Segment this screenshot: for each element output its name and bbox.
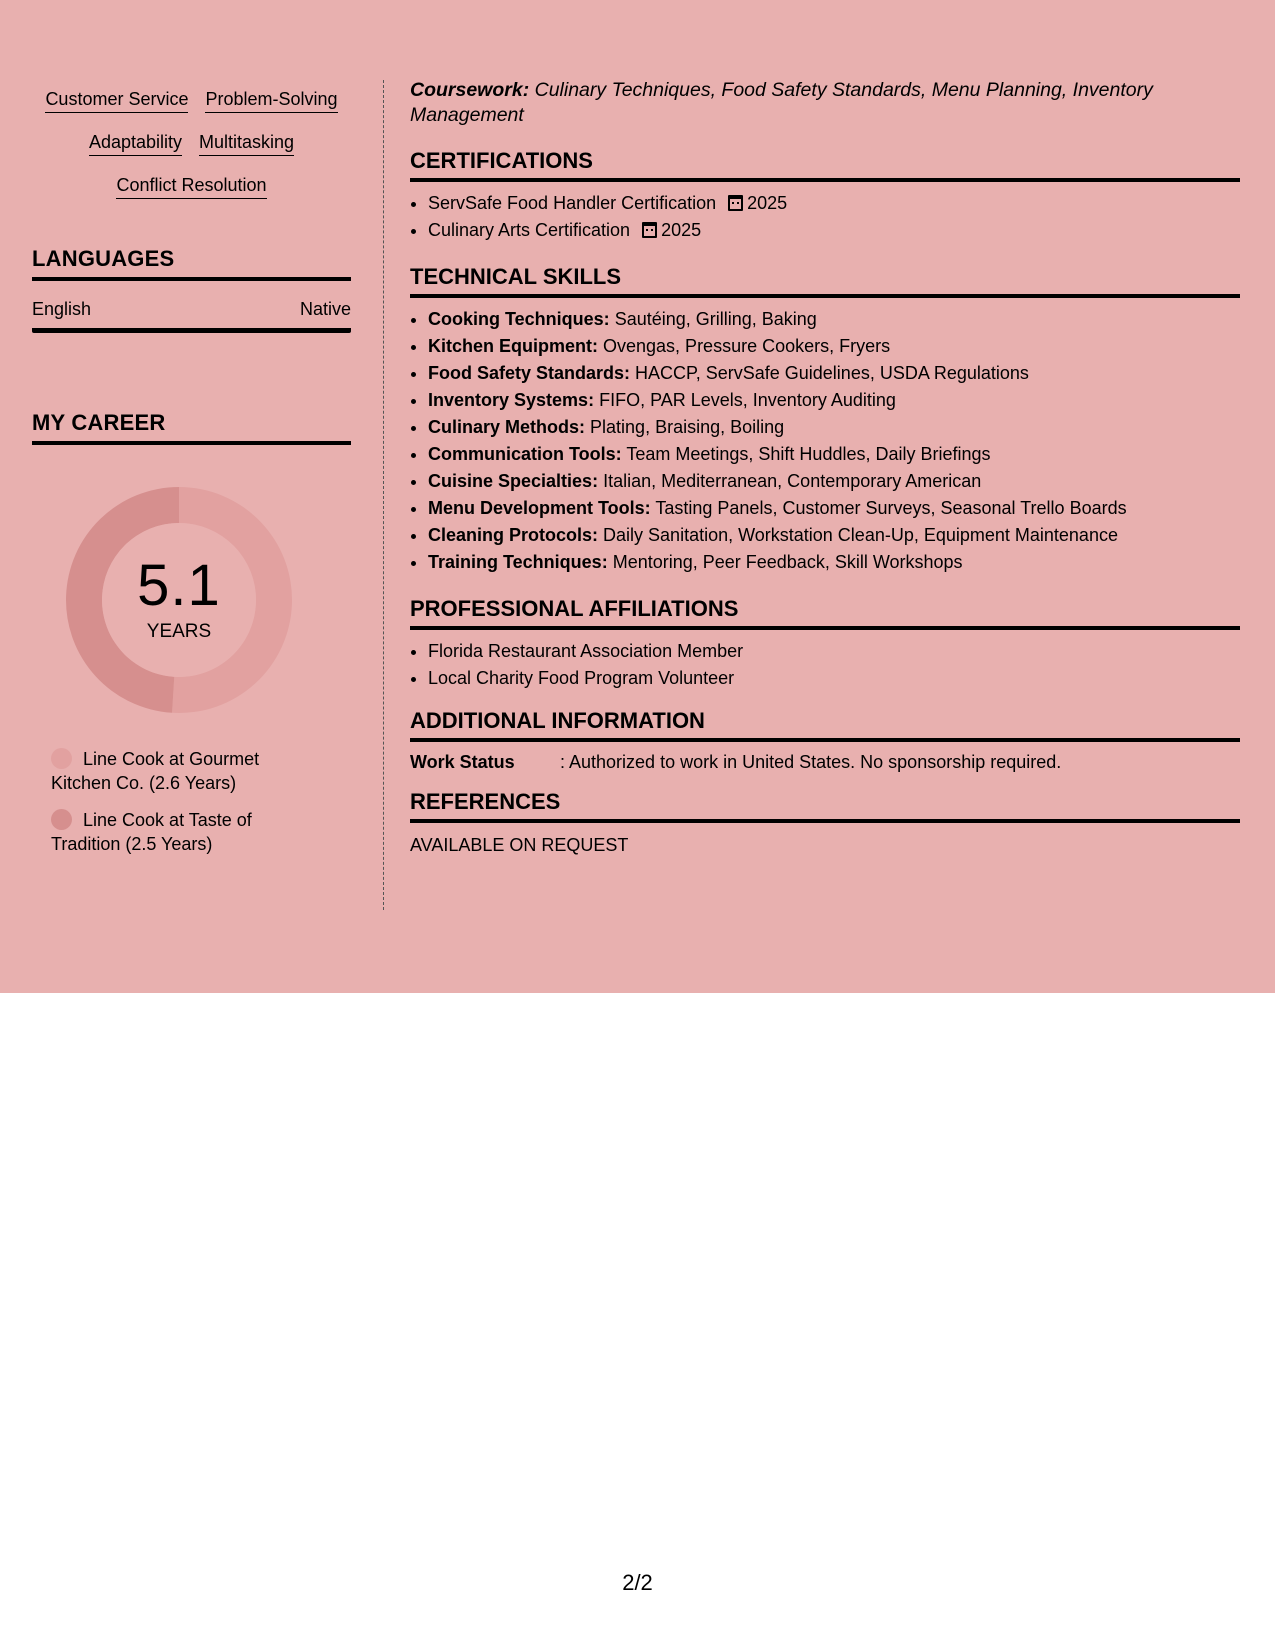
work-status-label: Work Status xyxy=(410,752,515,772)
skill-tag: Conflict Resolution xyxy=(116,174,266,199)
skill-values: Plating, Braising, Boiling xyxy=(590,417,785,437)
skill-tag: Problem-Solving xyxy=(205,88,337,113)
references-text: AVAILABLE ON REQUEST xyxy=(410,835,629,855)
skill-values: HACCP, ServSafe Guidelines, USDA Regulations xyxy=(635,363,1029,383)
affiliations-heading: PROFESSIONAL AFFILIATIONS xyxy=(410,596,1240,630)
coursework xyxy=(410,78,1240,128)
technical-skill-item xyxy=(428,360,1240,387)
left-column xyxy=(32,80,351,869)
technical-skill-item xyxy=(428,495,1240,522)
affiliation-item: • Local Charity Food Program Volunteer xyxy=(428,665,1240,692)
language-row xyxy=(32,299,351,333)
skill-values: Mentoring, Peer Feedback, Skill Workshops xyxy=(612,552,963,572)
skill-category: Cooking Techniques: xyxy=(428,309,610,329)
language-name: English xyxy=(32,299,92,319)
career-heading: MY CAREER xyxy=(32,410,351,445)
languages-heading: LANGUAGES xyxy=(32,246,351,281)
certification-year: 2025 xyxy=(747,193,788,213)
references-heading: REFERENCES xyxy=(410,789,1240,823)
skill-values: Sautéing, Grilling, Baking xyxy=(614,309,817,329)
coursework-label: Coursework: xyxy=(410,79,530,101)
legend-label: Line Cook at Gourmet Kitchen Co. (2.6 Years) xyxy=(51,749,260,793)
skill-category: Culinary Methods: xyxy=(428,417,586,437)
skill-category: Communication Tools: xyxy=(428,444,622,464)
affiliations-list xyxy=(410,638,1240,692)
career-legend xyxy=(51,747,311,856)
skill-tag: Adaptability xyxy=(89,131,182,156)
coursework-text: Culinary Techniques, Food Safety Standards, Menu Planning, Inventory Management xyxy=(410,79,1153,126)
legend-label: Line Cook at Taste of Tradition (2.5 Years) xyxy=(51,810,252,854)
skill-tag: Multitasking xyxy=(199,131,294,156)
skills-tags xyxy=(32,80,351,199)
work-status-row xyxy=(410,752,1240,773)
skill-values: Tasting Panels, Customer Surveys, Seasonal Trello Boards xyxy=(655,498,1127,518)
skill-values: Italian, Mediterranean, Contemporary American xyxy=(603,471,982,491)
certification-item xyxy=(428,190,1240,217)
calendar-icon xyxy=(642,222,657,238)
certification-name: ServSafe Food Handler Certification xyxy=(428,193,717,213)
technical-skill-item xyxy=(428,333,1240,360)
additional-info-heading: ADDITIONAL INFORMATION xyxy=(410,708,1240,742)
certification-name: Culinary Arts Certification xyxy=(428,220,631,240)
technical-skills-list xyxy=(410,306,1240,576)
skill-values: Ovengas, Pressure Cookers, Fryers xyxy=(603,336,891,356)
career-total xyxy=(66,487,292,713)
affiliation-item: • Florida Restaurant Association Member xyxy=(428,638,1240,665)
column-divider xyxy=(383,80,384,910)
work-status-value: : Authorized to work in United States. No sponsorship required. xyxy=(560,752,1062,772)
certifications-list xyxy=(410,190,1240,244)
right-column xyxy=(410,78,1240,856)
skill-category: Food Safety Standards: xyxy=(428,363,631,383)
legend-item xyxy=(51,747,311,795)
technical-skill-item xyxy=(428,387,1240,414)
technical-skills-heading: TECHNICAL SKILLS xyxy=(410,264,1240,298)
technical-skill-item xyxy=(428,414,1240,441)
skill-category: Kitchen Equipment: xyxy=(428,336,598,356)
legend-swatch-0 xyxy=(51,748,72,769)
skill-category: Training Techniques: xyxy=(428,552,608,572)
career-total-value: 5.1 xyxy=(137,553,221,618)
skill-category: Inventory Systems: xyxy=(428,390,595,410)
skill-category: Cleaning Protocols: xyxy=(428,525,599,545)
skill-values: Team Meetings, Shift Huddles, Daily Briefings xyxy=(626,444,991,464)
page-number: 2/2 xyxy=(622,1570,653,1595)
legend-item xyxy=(51,808,311,856)
technical-skill-item xyxy=(428,522,1240,549)
skill-values: Daily Sanitation, Workstation Clean-Up, Equipment Maintenance xyxy=(603,525,1118,545)
skill-values: FIFO, PAR Levels, Inventory Auditing xyxy=(599,390,896,410)
career-total-unit: YEARS xyxy=(146,621,212,642)
technical-skill-item xyxy=(428,468,1240,495)
legend-swatch-1 xyxy=(51,809,72,830)
skill-category: Cuisine Specialties: xyxy=(428,471,599,491)
technical-skill-item xyxy=(428,306,1240,333)
technical-skill-item xyxy=(428,549,1240,576)
calendar-icon xyxy=(728,195,743,211)
skill-category: Menu Development Tools: xyxy=(428,498,651,518)
language-level: Native xyxy=(299,299,351,319)
certification-item xyxy=(428,217,1240,244)
certifications-heading: CERTIFICATIONS xyxy=(410,148,1240,182)
skill-tag: Customer Service xyxy=(45,88,188,113)
technical-skill-item xyxy=(428,441,1240,468)
career-donut-chart xyxy=(66,487,292,713)
certification-year: 2025 xyxy=(661,220,702,240)
